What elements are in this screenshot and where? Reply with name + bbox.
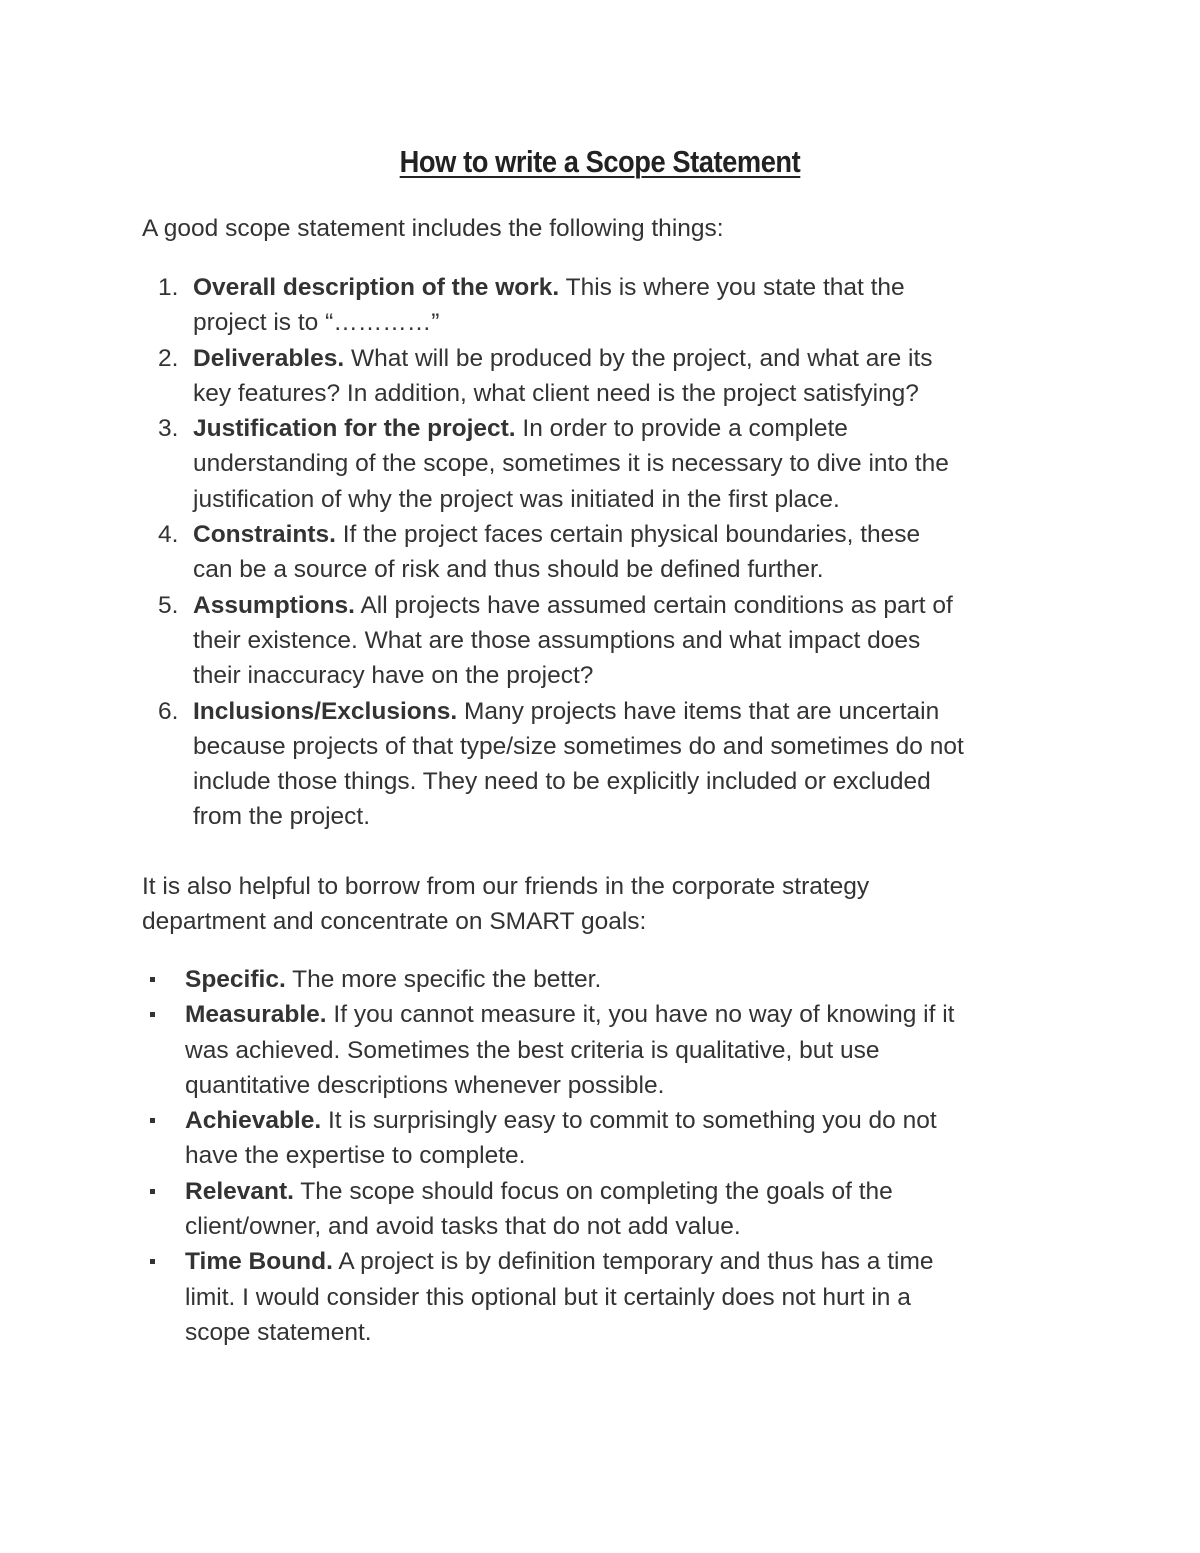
- square-bullet-icon: [150, 1259, 155, 1264]
- item-label: Justification for the project.: [193, 415, 516, 443]
- square-bullet-icon: [150, 1189, 155, 1194]
- item-label: Assumptions.: [193, 591, 355, 619]
- bullet-item: [150, 962, 1070, 997]
- bullet-item: [150, 997, 1070, 1103]
- bullet-text: The scope should focus on completing the goals of the client/owner, and avoid tasks that do not add value.: [185, 1177, 893, 1241]
- numbered-list: [158, 270, 1058, 835]
- bullet-item: [150, 1174, 1070, 1245]
- item-text: This is where you state that the project is to “…………”: [193, 274, 905, 337]
- bullet-label: Relevant.: [185, 1177, 294, 1205]
- item-label: Deliverables.: [193, 344, 345, 372]
- item-text: Many projects have items that are uncertain because projects of that type/size sometimes do and sometimes do not include those things. They need to be explicitly included or excluded from the project.: [193, 697, 964, 831]
- bullet-text: The more specific the better.: [285, 966, 602, 993]
- square-bullet-icon: [150, 977, 155, 982]
- list-number: 2.: [158, 344, 179, 372]
- bullet-item: [150, 1103, 1070, 1174]
- list-item: [158, 341, 1058, 412]
- item-text: All projects have assumed certain conditions as part of their existence. What are those assumptions and what impact does their inaccuracy have on the project?: [193, 591, 953, 690]
- item-label: Inclusions/Exclusions.: [193, 697, 458, 725]
- item-text: In order to provide a complete understanding of the scope, sometimes it is necessary to dive into the justification of why the project was initiated in the first place.: [193, 415, 949, 513]
- list-number: 6.: [158, 697, 179, 725]
- item-text: If the project faces certain physical boundaries, these can be a source of risk and thus should be defined further.: [193, 521, 921, 584]
- intro-text: A good scope statement includes the following things:: [142, 215, 724, 242]
- smart-intro-paragraph: It is also helpful to borrow from our friends in the corporate strategy department and concentrate on SMART goals:: [142, 873, 870, 936]
- item-text: What will be produced by the project, and what are its key features? In addition, what client need is the project satisfying?: [193, 344, 933, 407]
- list-number: 1.: [158, 274, 179, 301]
- list-item: [158, 270, 1058, 341]
- bullet-text: If you cannot measure it, you have no way of knowing if it was achieved. Sometimes the best criteria is qualitative, but use quantitative descriptions whenever possible.: [185, 1001, 955, 1099]
- square-bullet-icon: [150, 1012, 155, 1017]
- square-bullet-icon: [150, 1118, 155, 1123]
- list-number: 5.: [158, 591, 179, 619]
- smart-bullet-list: [150, 962, 1070, 1350]
- bullet-item: [150, 1244, 1070, 1350]
- document-title: How to write a Scope Statement: [399, 144, 801, 179]
- bullet-label: Time Bound.: [185, 1248, 333, 1276]
- list-item: [158, 694, 1058, 835]
- list-number: 4.: [158, 521, 179, 549]
- bullet-text: It is surprisingly easy to commit to something you do not have the expertise to complete.: [185, 1107, 937, 1170]
- bullet-label: Measurable.: [185, 1001, 327, 1029]
- list-number: 3.: [158, 415, 179, 443]
- bullet-text: A project is by definition temporary and thus has a time limit. I would consider this optional but it certainly does not hurt in a scope statement.: [185, 1248, 934, 1346]
- item-label: Overall description of the work.: [193, 274, 560, 301]
- item-label: Constraints.: [193, 521, 336, 549]
- list-item: [158, 517, 1058, 588]
- list-item: [158, 411, 1058, 517]
- list-item: [158, 588, 1058, 694]
- bullet-label: Achievable.: [185, 1107, 322, 1135]
- bullet-label: Specific.: [185, 966, 286, 993]
